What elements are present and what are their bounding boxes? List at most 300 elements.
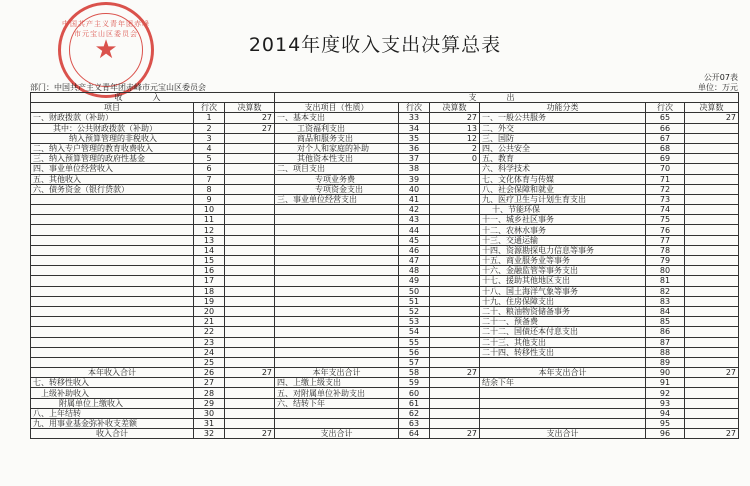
expense-function-row-no-cell: 79 [646, 256, 685, 266]
income-row-no-cell: 29 [194, 398, 225, 408]
expense-nature-cell: 支出合计 [275, 429, 399, 439]
expense-section-header: 支出 [275, 93, 739, 103]
expense-function-cell: 结余下年 [480, 378, 646, 388]
expense-nature-row-no-cell: 50 [399, 286, 430, 296]
expense-function-cell: 二十、粮油物资储备事务 [480, 306, 646, 316]
expense-nature-row-no-cell: 40 [399, 184, 430, 194]
table-row [31, 306, 739, 316]
expense-function-cell: 四、公共安全 [480, 143, 646, 153]
row-no-header: 行次 [646, 103, 685, 113]
expense-function-row-no-cell: 76 [646, 225, 685, 235]
expense-function-cell: 十一、城乡社区事务 [480, 215, 646, 225]
expense-function-cell: 十七、援助其他地区支出 [480, 276, 646, 286]
expense-function-cell [480, 357, 646, 367]
expense-nature-amount-cell [430, 286, 480, 296]
table-row [31, 337, 739, 347]
expense-function-amount-cell: 27 [685, 429, 739, 439]
income-item-cell: 八、上年结转 [31, 408, 194, 418]
expense-nature-cell [275, 347, 399, 357]
expense-nature-amount-cell [430, 164, 480, 174]
expense-function-cell: 本年支出合计 [480, 368, 646, 378]
table-row [31, 378, 739, 388]
income-amount-cell [225, 296, 275, 306]
income-item-cell [31, 357, 194, 367]
form-code: 公开07表 [703, 73, 738, 82]
expense-function-amount-cell [685, 337, 739, 347]
expense-nature-row-no-cell: 58 [399, 368, 430, 378]
expense-nature-row-no-cell: 49 [399, 276, 430, 286]
income-item-cell: 六、债务资金（银行贷款） [31, 184, 194, 194]
expense-nature-amount-cell: 13 [430, 123, 480, 133]
income-row-no-cell: 9 [194, 194, 225, 204]
expense-function-row-no-cell: 88 [646, 347, 685, 357]
expense-function-amount-cell [685, 266, 739, 276]
table-row [31, 256, 739, 266]
income-item-cell [31, 266, 194, 276]
income-item-cell: 一、财政拨款（补助） [31, 113, 194, 123]
expense-nature-amount-cell [430, 225, 480, 235]
income-item-cell: 收入合计 [31, 429, 194, 439]
table-row [31, 388, 739, 398]
income-item-cell [31, 296, 194, 306]
table-row [31, 184, 739, 194]
income-item-cell: 九、用事业基金弥补收支差额 [31, 419, 194, 429]
expense-nature-row-no-cell: 39 [399, 174, 430, 184]
income-row-no-cell: 23 [194, 337, 225, 347]
income-item-cell: 其中：公共财政拨款（补助） [31, 123, 194, 133]
expense-function-row-no-cell: 86 [646, 327, 685, 337]
expense-function-cell: 十六、金融监管等事务支出 [480, 266, 646, 276]
expense-nature-amount-cell [430, 174, 480, 184]
expense-nature-row-no-cell: 44 [399, 225, 430, 235]
income-amount-cell [225, 225, 275, 235]
expense-function-row-no-cell: 73 [646, 194, 685, 204]
expense-nature-row-no-cell: 47 [399, 256, 430, 266]
expense-function-cell: 十九、住房保障支出 [480, 296, 646, 306]
expense-function-amount-cell [685, 306, 739, 316]
expense-function-row-no-cell: 94 [646, 408, 685, 418]
expense-function-amount-cell: 27 [685, 113, 739, 123]
expense-nature-amount-cell: 27 [430, 113, 480, 123]
expense-nature-row-no-cell: 57 [399, 357, 430, 367]
expense-nature-cell: 三、事业单位经营支出 [275, 194, 399, 204]
income-item-cell [31, 194, 194, 204]
expense-nature-row-no-cell: 54 [399, 327, 430, 337]
income-item-cell: 本年收入合计 [31, 368, 194, 378]
expense-function-row-no-cell: 93 [646, 398, 685, 408]
income-item-cell [31, 317, 194, 327]
expense-nature-row-no-cell: 45 [399, 235, 430, 245]
expense-nature-row-no-cell: 52 [399, 306, 430, 316]
expense-nature-cell: 其他资本性支出 [275, 154, 399, 164]
income-item-cell [31, 286, 194, 296]
expense-function-amount-cell [685, 357, 739, 367]
income-row-no-cell: 28 [194, 388, 225, 398]
income-amount-cell [225, 388, 275, 398]
expense-function-cell: 二十三、其他支出 [480, 337, 646, 347]
expense-nature-amount-cell [430, 256, 480, 266]
expense-nature-row-no-cell: 61 [399, 398, 430, 408]
table-row [31, 266, 739, 276]
income-row-no-cell: 25 [194, 357, 225, 367]
income-item-cell [31, 215, 194, 225]
expense-nature-amount-cell [430, 266, 480, 276]
table-row [31, 245, 739, 255]
income-amount-cell [225, 143, 275, 153]
expense-nature-cell [275, 317, 399, 327]
expense-function-row-no-cell: 78 [646, 245, 685, 255]
income-amount-cell [225, 306, 275, 316]
expense-nature-cell [275, 215, 399, 225]
income-row-no-cell: 13 [194, 235, 225, 245]
income-amount-cell [225, 174, 275, 184]
amount-header: 决算数 [225, 103, 275, 113]
expense-nature-cell: 专项资金支出 [275, 184, 399, 194]
expense-function-cell: 十二、农林水事务 [480, 225, 646, 235]
expense-function-cell: 二、外交 [480, 123, 646, 133]
expense-nature-cell [275, 276, 399, 286]
income-amount-cell: 27 [225, 368, 275, 378]
expense-nature-row-no-cell: 36 [399, 143, 430, 153]
income-amount-cell [225, 419, 275, 429]
expense-nature-amount-cell: 12 [430, 133, 480, 143]
income-amount-cell [225, 398, 275, 408]
expense-nature-cell: 对个人和家庭的补助 [275, 143, 399, 153]
expense-nature-row-no-cell: 63 [399, 419, 430, 429]
expense-function-amount-cell [685, 317, 739, 327]
income-amount-cell [225, 276, 275, 286]
table-row [31, 215, 739, 225]
income-amount-cell [225, 347, 275, 357]
expense-nature-cell: 一、基本支出 [275, 113, 399, 123]
expense-function-amount-cell [685, 205, 739, 215]
expense-function-amount-cell [685, 123, 739, 133]
income-row-no-cell: 21 [194, 317, 225, 327]
expense-function-amount-cell: 27 [685, 368, 739, 378]
expense-function-amount-cell [685, 143, 739, 153]
expense-function-cell: 六、科学技术 [480, 164, 646, 174]
income-amount-cell [225, 327, 275, 337]
income-row-no-cell: 4 [194, 143, 225, 153]
expense-nature-amount-cell [430, 327, 480, 337]
expense-nature-amount-cell: 0 [430, 154, 480, 164]
expense-function-row-no-cell: 65 [646, 113, 685, 123]
expense-nature-amount-cell [430, 398, 480, 408]
income-amount-cell [225, 256, 275, 266]
expense-nature-amount-cell [430, 215, 480, 225]
expense-function-amount-cell [685, 133, 739, 143]
income-row-no-cell: 10 [194, 205, 225, 215]
expense-nature-amount-cell [430, 306, 480, 316]
expense-nature-row-no-cell: 64 [399, 429, 430, 439]
income-amount-cell [225, 357, 275, 367]
expense-function-row-no-cell: 67 [646, 133, 685, 143]
expense-nature-cell [275, 337, 399, 347]
income-amount-cell [225, 378, 275, 388]
income-amount-cell [225, 133, 275, 143]
expense-function-cell: 五、教育 [480, 154, 646, 164]
expense-function-cell: 二十四、转移性支出 [480, 347, 646, 357]
expense-function-amount-cell [685, 235, 739, 245]
table-row [31, 368, 739, 378]
expense-function-cell: 十三、交通运输 [480, 235, 646, 245]
expense-function-row-no-cell: 95 [646, 419, 685, 429]
table-row [31, 296, 739, 306]
expense-function-amount-cell [685, 408, 739, 418]
unit-label: 单位：万元 [698, 83, 738, 92]
expense-nature-row-no-cell: 59 [399, 378, 430, 388]
expense-nature-cell [275, 306, 399, 316]
income-amount-cell: 27 [225, 123, 275, 133]
expense-nature-amount-cell [430, 296, 480, 306]
expense-function-cell: 一、一般公共服务 [480, 113, 646, 123]
expense-function-amount-cell [685, 286, 739, 296]
expense-function-cell: 二十二、国债还本付息支出 [480, 327, 646, 337]
expense-nature-cell [275, 327, 399, 337]
expense-nature-amount-cell [430, 317, 480, 327]
expense-nature-header: 支出项目（性质） [275, 103, 399, 113]
income-row-no-cell: 16 [194, 266, 225, 276]
expense-nature-cell [275, 296, 399, 306]
income-item-cell [31, 235, 194, 245]
income-row-no-cell: 26 [194, 368, 225, 378]
expense-function-row-no-cell: 75 [646, 215, 685, 225]
income-item-cell: 附属单位上缴收入 [31, 398, 194, 408]
income-row-no-cell: 27 [194, 378, 225, 388]
income-row-no-cell: 11 [194, 215, 225, 225]
expense-function-cell: 十八、国土海洋气象等事务 [480, 286, 646, 296]
income-item-cell [31, 306, 194, 316]
income-amount-cell [225, 337, 275, 347]
expense-function-amount-cell [685, 378, 739, 388]
table-row [31, 276, 739, 286]
expense-nature-amount-cell [430, 337, 480, 347]
expense-nature-cell [275, 286, 399, 296]
income-amount-cell [225, 235, 275, 245]
expense-nature-row-no-cell: 56 [399, 347, 430, 357]
income-row-no-cell: 6 [194, 164, 225, 174]
expense-nature-row-no-cell: 51 [399, 296, 430, 306]
expense-nature-cell: 商品和服务支出 [275, 133, 399, 143]
expense-nature-row-no-cell: 48 [399, 266, 430, 276]
expense-function-row-no-cell: 69 [646, 154, 685, 164]
expense-function-amount-cell [685, 256, 739, 266]
expense-function-amount-cell [685, 419, 739, 429]
income-amount-cell: 27 [225, 113, 275, 123]
table-row [31, 235, 739, 245]
table-row [31, 408, 739, 418]
expense-nature-cell [275, 225, 399, 235]
expense-function-amount-cell [685, 174, 739, 184]
expense-function-cell: 八、社会保障和就业 [480, 184, 646, 194]
expense-function-amount-cell [685, 215, 739, 225]
income-item-cell: 七、转移性收入 [31, 378, 194, 388]
income-row-no-cell: 14 [194, 245, 225, 255]
income-item-cell: 四、事业单位经营收入 [31, 164, 194, 174]
income-amount-cell [225, 154, 275, 164]
income-item-cell: 纳入预算管理的非税收入 [31, 133, 194, 143]
income-amount-cell [225, 266, 275, 276]
expense-function-cell: 十、节能环保 [480, 205, 646, 215]
table-row [31, 205, 739, 215]
income-item-cell: 上级补助收入 [31, 388, 194, 398]
table-row [31, 225, 739, 235]
income-amount-cell [225, 184, 275, 194]
expense-function-amount-cell [685, 184, 739, 194]
expense-nature-cell [275, 256, 399, 266]
expense-nature-amount-cell [430, 408, 480, 418]
income-row-no-cell: 17 [194, 276, 225, 286]
expense-function-amount-cell [685, 347, 739, 357]
income-amount-cell [225, 215, 275, 225]
table-row [31, 327, 739, 337]
income-item-cell [31, 337, 194, 347]
expense-function-row-no-cell: 81 [646, 276, 685, 286]
expense-nature-row-no-cell: 35 [399, 133, 430, 143]
expense-nature-amount-cell: 27 [430, 368, 480, 378]
expense-function-amount-cell [685, 276, 739, 286]
expense-function-row-no-cell: 72 [646, 184, 685, 194]
expense-function-header: 功能分类 [480, 103, 646, 113]
income-row-no-cell: 19 [194, 296, 225, 306]
expense-nature-amount-cell [430, 194, 480, 204]
expense-nature-amount-cell [430, 357, 480, 367]
table-row [31, 174, 739, 184]
expense-nature-cell: 四、上缴上级支出 [275, 378, 399, 388]
expense-nature-cell: 专项业务费 [275, 174, 399, 184]
expense-function-row-no-cell: 92 [646, 388, 685, 398]
table-row [31, 429, 739, 439]
income-item-cell [31, 245, 194, 255]
expense-nature-cell [275, 245, 399, 255]
section-header-row [31, 93, 739, 103]
income-row-no-cell: 15 [194, 256, 225, 266]
expense-function-row-no-cell: 70 [646, 164, 685, 174]
income-row-no-cell: 18 [194, 286, 225, 296]
income-item-cell [31, 256, 194, 266]
expense-function-row-no-cell: 80 [646, 266, 685, 276]
table-row [31, 398, 739, 408]
expense-nature-amount-cell [430, 378, 480, 388]
expense-nature-amount-cell [430, 347, 480, 357]
expense-function-cell: 十五、商业服务业等事务 [480, 256, 646, 266]
expense-nature-row-no-cell: 41 [399, 194, 430, 204]
income-item-cell [31, 205, 194, 215]
expense-nature-cell: 本年支出合计 [275, 368, 399, 378]
expense-nature-amount-cell [430, 419, 480, 429]
expense-function-row-no-cell: 77 [646, 235, 685, 245]
seal-text: 中国共产主义青年团赤峰市元宝山区委员会 [62, 20, 150, 38]
expense-nature-row-no-cell: 42 [399, 205, 430, 215]
income-item-cell: 五、其他收入 [31, 174, 194, 184]
expense-function-cell [480, 408, 646, 418]
expense-function-row-no-cell: 90 [646, 368, 685, 378]
star-icon: ★ [94, 35, 118, 65]
income-row-no-cell: 7 [194, 174, 225, 184]
expense-function-cell: 九、医疗卫生与计划生育支出 [480, 194, 646, 204]
row-no-header: 行次 [399, 103, 430, 113]
income-row-no-cell: 32 [194, 429, 225, 439]
expense-nature-cell: 六、结转下年 [275, 398, 399, 408]
income-row-no-cell: 3 [194, 133, 225, 143]
expense-nature-amount-cell [430, 235, 480, 245]
income-row-no-cell: 31 [194, 419, 225, 429]
expense-function-row-no-cell: 74 [646, 205, 685, 215]
table-row [31, 194, 739, 204]
income-item-cell: 二、纳入专户管理的教育收费收入 [31, 143, 194, 153]
column-header-row [31, 103, 739, 113]
amount-header: 决算数 [430, 103, 480, 113]
expense-nature-cell: 二、项目支出 [275, 164, 399, 174]
expense-nature-cell [275, 266, 399, 276]
expense-nature-row-no-cell: 37 [399, 154, 430, 164]
income-item-cell [31, 327, 194, 337]
income-row-no-cell: 5 [194, 154, 225, 164]
expense-nature-cell: 五、对附属单位补助支出 [275, 388, 399, 398]
expense-nature-row-no-cell: 33 [399, 113, 430, 123]
expense-function-cell: 十四、资源勘探电力信息等事务 [480, 245, 646, 255]
expense-function-row-no-cell: 66 [646, 123, 685, 133]
expense-function-row-no-cell: 85 [646, 317, 685, 327]
income-amount-cell [225, 317, 275, 327]
expense-function-amount-cell [685, 327, 739, 337]
expense-function-cell: 三、国防 [480, 133, 646, 143]
income-row-no-cell: 20 [194, 306, 225, 316]
expense-nature-row-no-cell: 46 [399, 245, 430, 255]
expense-nature-row-no-cell: 60 [399, 388, 430, 398]
table-row [31, 286, 739, 296]
expense-function-amount-cell [685, 296, 739, 306]
page-title: 2014年度收入支出决算总表 [248, 34, 502, 56]
expense-function-row-no-cell: 87 [646, 337, 685, 347]
expense-nature-amount-cell [430, 276, 480, 286]
row-no-header: 行次 [194, 103, 225, 113]
expense-function-cell [480, 388, 646, 398]
expense-function-amount-cell [685, 194, 739, 204]
income-amount-cell [225, 286, 275, 296]
income-amount-cell [225, 194, 275, 204]
expense-nature-row-no-cell: 62 [399, 408, 430, 418]
income-row-no-cell: 2 [194, 123, 225, 133]
table-row [31, 419, 739, 429]
expense-function-amount-cell [685, 245, 739, 255]
income-amount-cell [225, 205, 275, 215]
income-section-header: 收入 [31, 93, 275, 103]
expense-function-amount-cell [685, 225, 739, 235]
expense-function-cell [480, 419, 646, 429]
expense-function-cell: 七、文化体育与传媒 [480, 174, 646, 184]
expense-nature-row-no-cell: 38 [399, 164, 430, 174]
income-item-header: 项目 [31, 103, 194, 113]
income-row-no-cell: 30 [194, 408, 225, 418]
table-row [31, 347, 739, 357]
expense-function-cell: 二十一、预备费 [480, 317, 646, 327]
income-row-no-cell: 12 [194, 225, 225, 235]
income-amount-cell [225, 164, 275, 174]
expense-nature-amount-cell [430, 388, 480, 398]
expense-function-row-no-cell: 82 [646, 286, 685, 296]
expense-nature-amount-cell [430, 184, 480, 194]
department-label: 部门：中国共产主义青年团赤峰市元宝山区委员会 [30, 83, 206, 92]
expense-nature-row-no-cell: 55 [399, 337, 430, 347]
expense-function-amount-cell [685, 398, 739, 408]
income-row-no-cell: 1 [194, 113, 225, 123]
income-amount-cell [225, 408, 275, 418]
expense-function-row-no-cell: 89 [646, 357, 685, 367]
income-row-no-cell: 22 [194, 327, 225, 337]
expense-function-row-no-cell: 83 [646, 296, 685, 306]
expense-nature-row-no-cell: 43 [399, 215, 430, 225]
